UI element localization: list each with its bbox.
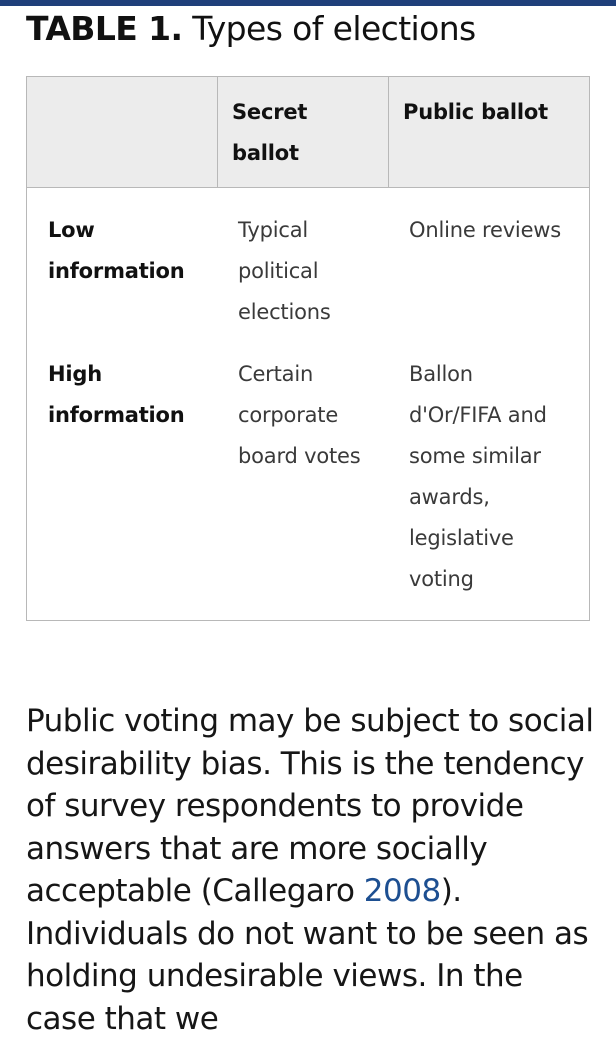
- header-secret-ballot: Secret ballot: [232, 100, 308, 165]
- citation-link-2008[interactable]: 2008: [363, 873, 441, 909]
- top-accent-bar: [0, 0, 616, 6]
- header-divider: [217, 77, 218, 188]
- cell-secret-high: Certain corporate board votes: [238, 362, 361, 468]
- row-label-high-information: High information: [48, 362, 185, 427]
- cell-secret-low: Typical political elections: [238, 218, 331, 324]
- row-label-low-information: Low information: [48, 218, 185, 283]
- table-caption: [26, 8, 476, 50]
- elections-table: [26, 76, 590, 621]
- paragraph-text-continued: ). Individuals do not want to be seen as holding undesirable views. In the case that we: [26, 873, 589, 1037]
- cell-public-low: Online reviews: [409, 218, 562, 242]
- cell-public-high: Ballon d'Or/FIFA and some similar awards, legislative voting: [409, 362, 547, 591]
- table-header-row: [27, 77, 589, 188]
- table-caption-label: TABLE 1.: [26, 9, 183, 48]
- body-paragraph: [26, 700, 601, 1040]
- paragraph-text: Public voting may be subject to social desirability bias. This is the tendency of survey respondents to provide answers that are more socially acceptable (Callegaro: [26, 703, 594, 909]
- table-caption-title: Types of elections: [192, 9, 476, 48]
- header-divider: [388, 77, 389, 188]
- header-public-ballot: Public ballot: [403, 100, 548, 124]
